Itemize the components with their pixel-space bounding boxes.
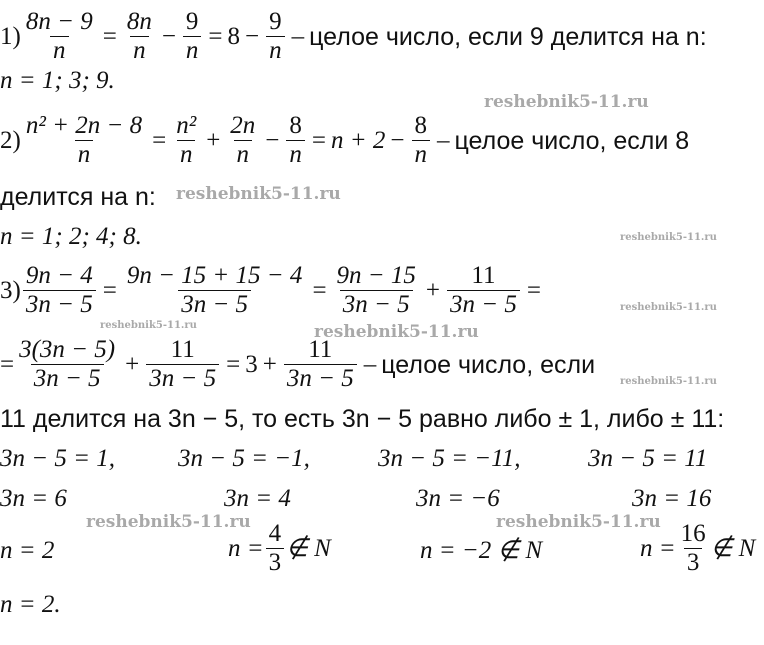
p3-frac-5: $\frac{3(3n - 5)}{3n - 5}$ <box>19 336 116 392</box>
p3-frac-2: $\frac{9n - 15 + 15 - 4}{3n - 5}$ <box>126 262 303 318</box>
p3-case-3: 3n − 5 = −11, <box>378 445 521 472</box>
p3-case-4: 3n − 5 = 11 <box>588 445 708 472</box>
watermark: reshebnik5-11.ru <box>100 320 197 331</box>
p2-text: целое число, если 8 <box>454 126 690 155</box>
p2-text-2: делится на n: <box>0 183 156 211</box>
watermark: reshebnik5-11.ru <box>314 322 479 342</box>
p1-label: 1) <box>0 22 21 50</box>
watermark: reshebnik5-11.ru <box>620 376 717 387</box>
p3-frac-1: $\frac{9n - 4}{3n - 5}$ <box>23 262 96 319</box>
p2-frac-4: $\frac{8}{n}$ <box>286 112 305 169</box>
p2-label: 2) <box>0 126 21 154</box>
p1-eq-mid: 8 <box>227 22 241 50</box>
p3-frac-4: $\frac{11}{3n - 5}$ <box>447 262 520 319</box>
p3-case-3-step: 3n = −6 <box>416 485 500 512</box>
p3-line-2: 11 делится на 3n − 5, то есть 3n − 5 равно либо ± 1, либо ± 11: <box>0 405 725 433</box>
p3-case-1-step: 3n = 6 <box>0 485 67 512</box>
p3-case-2-step: 3n = 4 <box>224 485 291 512</box>
watermark: reshebnik5-11.ru <box>620 302 717 313</box>
p1-frac-2: $\frac{8n}{n}$ <box>126 8 152 64</box>
p1-frac-4: $\frac{9}{n}$ <box>266 8 285 65</box>
p3-case-2-result: n = $\frac{4}{3}$ ∉ N <box>228 520 331 576</box>
p3-equation-2: = $\frac{3(3n - 5)}{3n - 5}$ + $\frac{11}{3n - 5}$ = 3 + $\frac{11}{3n - 5}$ – целое число, если <box>0 336 596 392</box>
p3-eq-mid: 3 <box>245 350 258 378</box>
p3-case-4-step: 3n = 16 <box>632 485 712 512</box>
p3-frac-7: $\frac{11}{3n - 5}$ <box>284 336 357 393</box>
watermark: reshebnik5-11.ru <box>496 512 661 532</box>
p3-answer: n = 2. <box>0 591 61 618</box>
p3-frac-6: $\frac{11}{3n - 5}$ <box>146 336 219 393</box>
p1-answer: n = 1; 3; 9. <box>0 67 115 94</box>
watermark: reshebnik5-11.ru <box>484 92 649 112</box>
watermark: reshebnik5-11.ru <box>86 512 251 532</box>
p1-equation: 1) $\frac{8n - 9}{n}$ = $\frac{8n}{n}$ − $\frac{9}{n}$ = 8 − $\frac{9}{n}$ – целое число, если 9 делится на n: <box>0 8 707 64</box>
p1-text: целое число, если 9 делится на n: <box>309 22 707 51</box>
p3-case-4-result: n = $\frac{16}{3}$ ∉ N <box>640 520 756 576</box>
p2-equation: 2) $\frac{\text{n² + 2n − 8}}{n}$ = $\frac{\text{n²}}{n}$ + $\frac{2n}{n}$ − $\frac{8}{n}$ = n + 2 − $\frac{8}{n}$ – целое число, если 8 <box>0 112 690 168</box>
p2-frac-3: $\frac{2n}{n}$ <box>230 112 256 168</box>
p3-case-2: 3n − 5 = −1, <box>178 445 310 472</box>
p2-frac-5: $\frac{8}{n}$ <box>412 112 431 169</box>
p3-text: целое число, если <box>381 350 596 379</box>
p1-frac-3: $\frac{9}{n}$ <box>183 8 202 65</box>
p3-case-3-result: n = −2 ∉ N <box>420 537 543 564</box>
p3-case-1-result: n = 2 <box>0 537 55 564</box>
p3-frac-3: $\frac{9n - 15}{3n - 5}$ <box>336 262 416 318</box>
watermark: reshebnik5-11.ru <box>620 232 717 243</box>
p2-frac-1: $\frac{\text{n² + 2n − 8}}{n}$ <box>25 112 143 168</box>
p3-case-1: 3n − 5 = 1, <box>0 445 115 472</box>
watermark: reshebnik5-11.ru <box>176 184 341 204</box>
p1-frac-1: $\frac{8n - 9}{n}$ <box>25 8 93 64</box>
p2-eq-mid: n + 2 <box>331 126 386 154</box>
p3-label: 3) <box>0 276 21 304</box>
p2-answer: n = 1; 2; 4; 8. <box>0 223 142 250</box>
p2-frac-2: $\frac{\text{n²}}{n}$ <box>176 112 197 168</box>
p3-equation-1: 3) $\frac{9n - 4}{3n - 5}$ = $\frac{9n - 15 + 15 - 4}{3n - 5}$ = $\frac{9n - 15}{3n - 5}$ + $\frac{11}{3n - 5}$ = <box>0 262 542 318</box>
